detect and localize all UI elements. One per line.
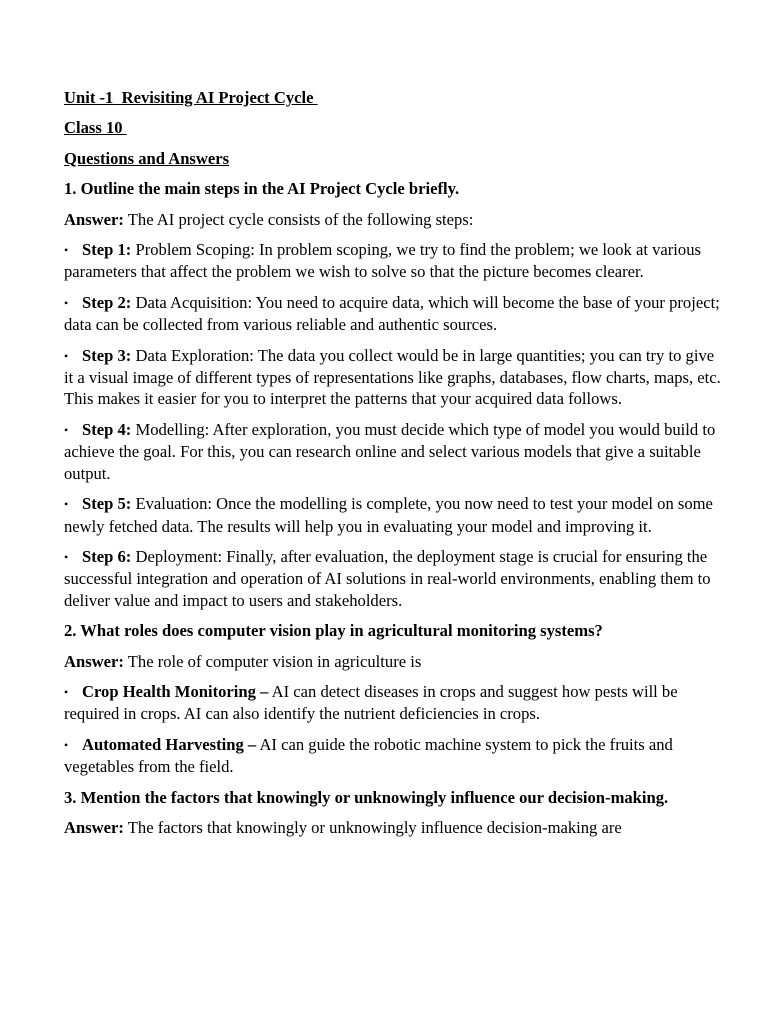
bullet-text: AI can guide the robotic machine system to pick the fruits and vegetables from the field. [64,734,673,777]
answer-text: The factors that knowingly or unknowingly influence decision-making are [123,817,622,837]
list-item [64,239,724,283]
list-item [64,734,724,778]
question-1: 1. Outline the main steps in the AI Project Cycle briefly. [64,179,460,199]
bullet-text: AI can detect diseases in crops and suggest how pests will be required in crops. AI can also identify the nutrient deficiencies in crops. [64,681,678,724]
question-2: 2. What roles does computer vision play in agricultural monitoring systems? [64,621,603,641]
bullet-text: Deployment: Finally, after evaluation, the deployment stage is crucial for ensuring the successful integration and operation of AI solutions in real-world environments, enabling them to deliver value and impact to users and stakeholders. [64,546,711,610]
list-item [64,292,724,336]
answer-2 [64,651,724,672]
bullet-label: Step 2: [82,292,132,312]
answer-label: Answer: [64,651,124,671]
bullet-text: Evaluation: Once the modelling is complete, you now need to test your model on some newly fetched data. The results will help you in evaluating your model and improving it. [64,494,713,536]
list-item [64,345,724,410]
bullet-icon: • [64,497,69,512]
answer-text: The AI project cycle consists of the following steps: [123,209,474,229]
bullet-label: Step 4: [82,419,132,439]
bullet-icon: • [64,295,69,310]
document-content [64,87,724,847]
list-item [64,546,724,611]
question-3: 3. Mention the factors that knowingly or unknowingly influence our decision-making. [64,787,669,807]
answer-1 [64,209,724,230]
bullet-text: Problem Scoping: In problem scoping, we try to find the problem; we look at various parameters that affect the problem we wish to solve so that the picture becomes clearer. [64,240,701,282]
bullet-label: Step 1: [82,240,132,260]
list-item [64,681,724,725]
list-item [64,419,724,484]
bullet-icon: • [64,348,69,363]
answer-label: Answer: [64,817,124,837]
bullet-icon: • [64,737,69,752]
bullet-icon: • [64,684,69,699]
bullet-label: Step 3: [82,345,132,365]
bullet-label: Step 5: [82,494,132,514]
bullet-text: Data Exploration: The data you collect would be in large quantities; you can try to give it a visual image of different types of representations like graphs, databases, flow charts, maps, etc. This makes it easier for you to interpret the patterns that your acquired data follows. [64,345,721,409]
answer-label: Answer: [64,209,124,229]
class-label: Class 10 [64,118,127,138]
bullet-icon: • [64,422,69,437]
list-item [64,493,724,537]
answer-text: The role of computer vision in agriculture is [123,651,422,671]
answer-3 [64,817,724,838]
bullet-label: Step 6: [82,546,132,566]
bullet-text: Data Acquisition: You need to acquire data, which will become the base of your project; data can be collected from various reliable and authentic sources. [64,292,720,335]
bullet-label: Crop Health Monitoring – [82,681,269,701]
bullet-icon: • [64,243,69,258]
unit-title: Unit -1 Revisiting AI Project Cycle [64,88,318,107]
bullet-label: Automated Harvesting – [82,734,257,754]
bullet-text: Modelling: After exploration, you must decide which type of model you would build to achieve the goal. For this, you can research online and select various models that give a suitable output. [64,419,716,483]
bullet-icon: • [64,549,69,564]
section-title: Questions and Answers [64,148,230,168]
